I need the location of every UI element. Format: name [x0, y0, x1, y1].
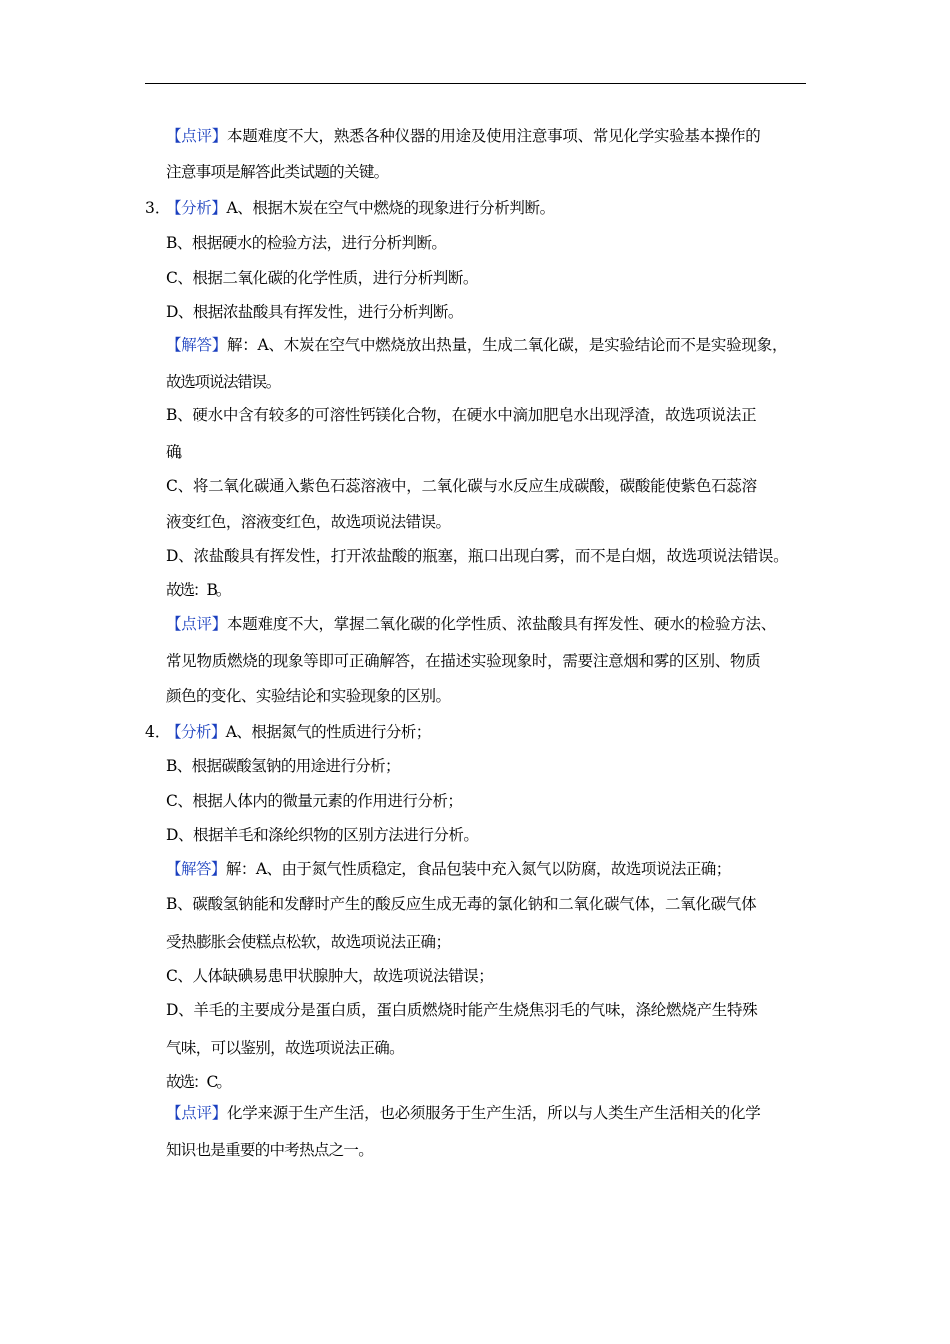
line-text: 液变红色，溶液变红色，故选项说法错误。	[166, 513, 451, 531]
text-line	[166, 686, 816, 706]
text-line	[166, 233, 816, 253]
text-line	[166, 126, 816, 146]
text-line	[166, 966, 816, 986]
text-line	[166, 614, 816, 634]
text-line	[166, 894, 816, 914]
text-line	[166, 546, 816, 566]
line-text: B、根据碳酸氢钠的用途进行分析；	[166, 757, 400, 775]
text-line	[166, 1072, 816, 1092]
line-text: 本题难度不大，掌握二氧化碳的化学性质、浓盐酸具有挥发性、硬水的检验方法、	[227, 615, 777, 633]
line-text: 本题难度不大，熟悉各种仪器的用途及使用注意事项、常见化学实验基本操作的	[226, 127, 761, 145]
line-text: 气味，可以鉴别，故选项说法正确。	[166, 1039, 405, 1057]
section-tag: 【点评】	[166, 1104, 227, 1122]
text-line	[166, 1038, 816, 1058]
text-line	[166, 302, 816, 322]
text-line	[166, 756, 816, 776]
text-line	[166, 859, 816, 879]
section-tag: 【点评】	[166, 127, 227, 145]
text-line	[166, 580, 816, 600]
text-line	[166, 1103, 816, 1123]
line-text: 颜色的变化、实验结论和实验现象的区别。	[166, 687, 451, 705]
text-line	[166, 1000, 816, 1020]
section-tag: 【解答】	[166, 336, 228, 354]
text-line	[166, 1140, 816, 1160]
text-line	[166, 722, 816, 742]
line-text: 注意事项是解答此类试题的关键。	[166, 163, 389, 181]
text-line	[166, 476, 816, 496]
text-line	[166, 162, 816, 182]
text-line	[166, 405, 816, 425]
text-line	[166, 198, 816, 218]
line-text: 受热膨胀会使糕点松软，故选项说法正确；	[166, 933, 451, 951]
line-text: 化学来源于生产生活，也必须服务于生产生活，所以与人类生产生活相关的化学	[226, 1104, 761, 1122]
line-text: A、根据氮气的性质进行分析；	[225, 723, 431, 741]
line-text: B、硬水中含有较多的可溶性钙镁化合物，在硬水中滴加肥皂水出现浮渣，故选项说法正	[166, 406, 757, 424]
line-text: 故选项说法错误。	[166, 373, 281, 391]
line-text: C、人体缺碘易患甲状腺肿大，故选项说法错误；	[166, 967, 494, 985]
line-text: D、根据浓盐酸具有挥发性，进行分析判断。	[166, 303, 463, 321]
line-text: 故选：B。	[166, 581, 230, 599]
text-line	[166, 791, 816, 811]
section-tag: 【点评】	[166, 615, 228, 633]
line-text: D、浓盐酸具有挥发性，打开浓盐酸的瓶塞，瓶口出现白雾，而不是白烟，故选项说法错误。	[166, 547, 789, 565]
line-text: 确。	[166, 443, 188, 461]
line-text: 解：A、由于氮气性质稳定，食品包装中充入氮气以防腐，故选项说法正确；	[225, 860, 731, 878]
question-number: 4．	[145, 723, 171, 741]
line-text: 故选：C。	[166, 1073, 230, 1091]
text-line	[166, 825, 816, 845]
line-text: C、根据二氧化碳的化学性质，进行分析判断。	[166, 269, 478, 287]
header-rule	[145, 83, 806, 84]
question-number: 3．	[145, 199, 171, 217]
line-text: C、将二氧化碳通入紫色石蕊溶液中，二氧化碳与水反应生成碳酸，碳酸能使紫色石蕊溶	[166, 477, 757, 495]
line-text: 常见物质燃烧的现象等即可正确解答，在描述实验现象时，需要注意烟和雾的区别、物质	[166, 652, 761, 670]
line-text: D、根据羊毛和涤纶织物的区别方法进行分析。	[166, 826, 479, 844]
line-text: D、羊毛的主要成分是蛋白质，蛋白质燃烧时能产生烧焦羽毛的气味，涤纶燃烧产生特殊	[166, 1001, 758, 1019]
line-text: B、根据硬水的检验方法，进行分析判断。	[166, 234, 447, 252]
section-tag: 【分析】	[166, 723, 226, 741]
line-text: 解：A、木炭在空气中燃烧放出热量，生成二氧化碳，是实验结论而不是实验现象，	[227, 336, 788, 354]
line-text: B、碳酸氢钠能和发酵时产生的酸反应生成无毒的氯化钠和二氧化碳气体，二氧化碳气体	[166, 895, 757, 913]
line-text: C、根据人体内的微量元素的作用进行分析；	[166, 792, 463, 810]
text-line	[166, 651, 816, 671]
section-tag: 【分析】	[166, 199, 227, 217]
text-line	[166, 372, 816, 392]
text-line	[166, 335, 816, 355]
line-text: 知识也是重要的中考热点之一。	[166, 1141, 374, 1159]
text-line	[166, 932, 816, 952]
line-text: A、根据木炭在空气中燃烧的现象进行分析判断。	[226, 199, 555, 217]
text-line	[166, 512, 816, 532]
text-line	[166, 268, 816, 288]
text-line	[166, 442, 816, 462]
section-tag: 【解答】	[166, 860, 226, 878]
